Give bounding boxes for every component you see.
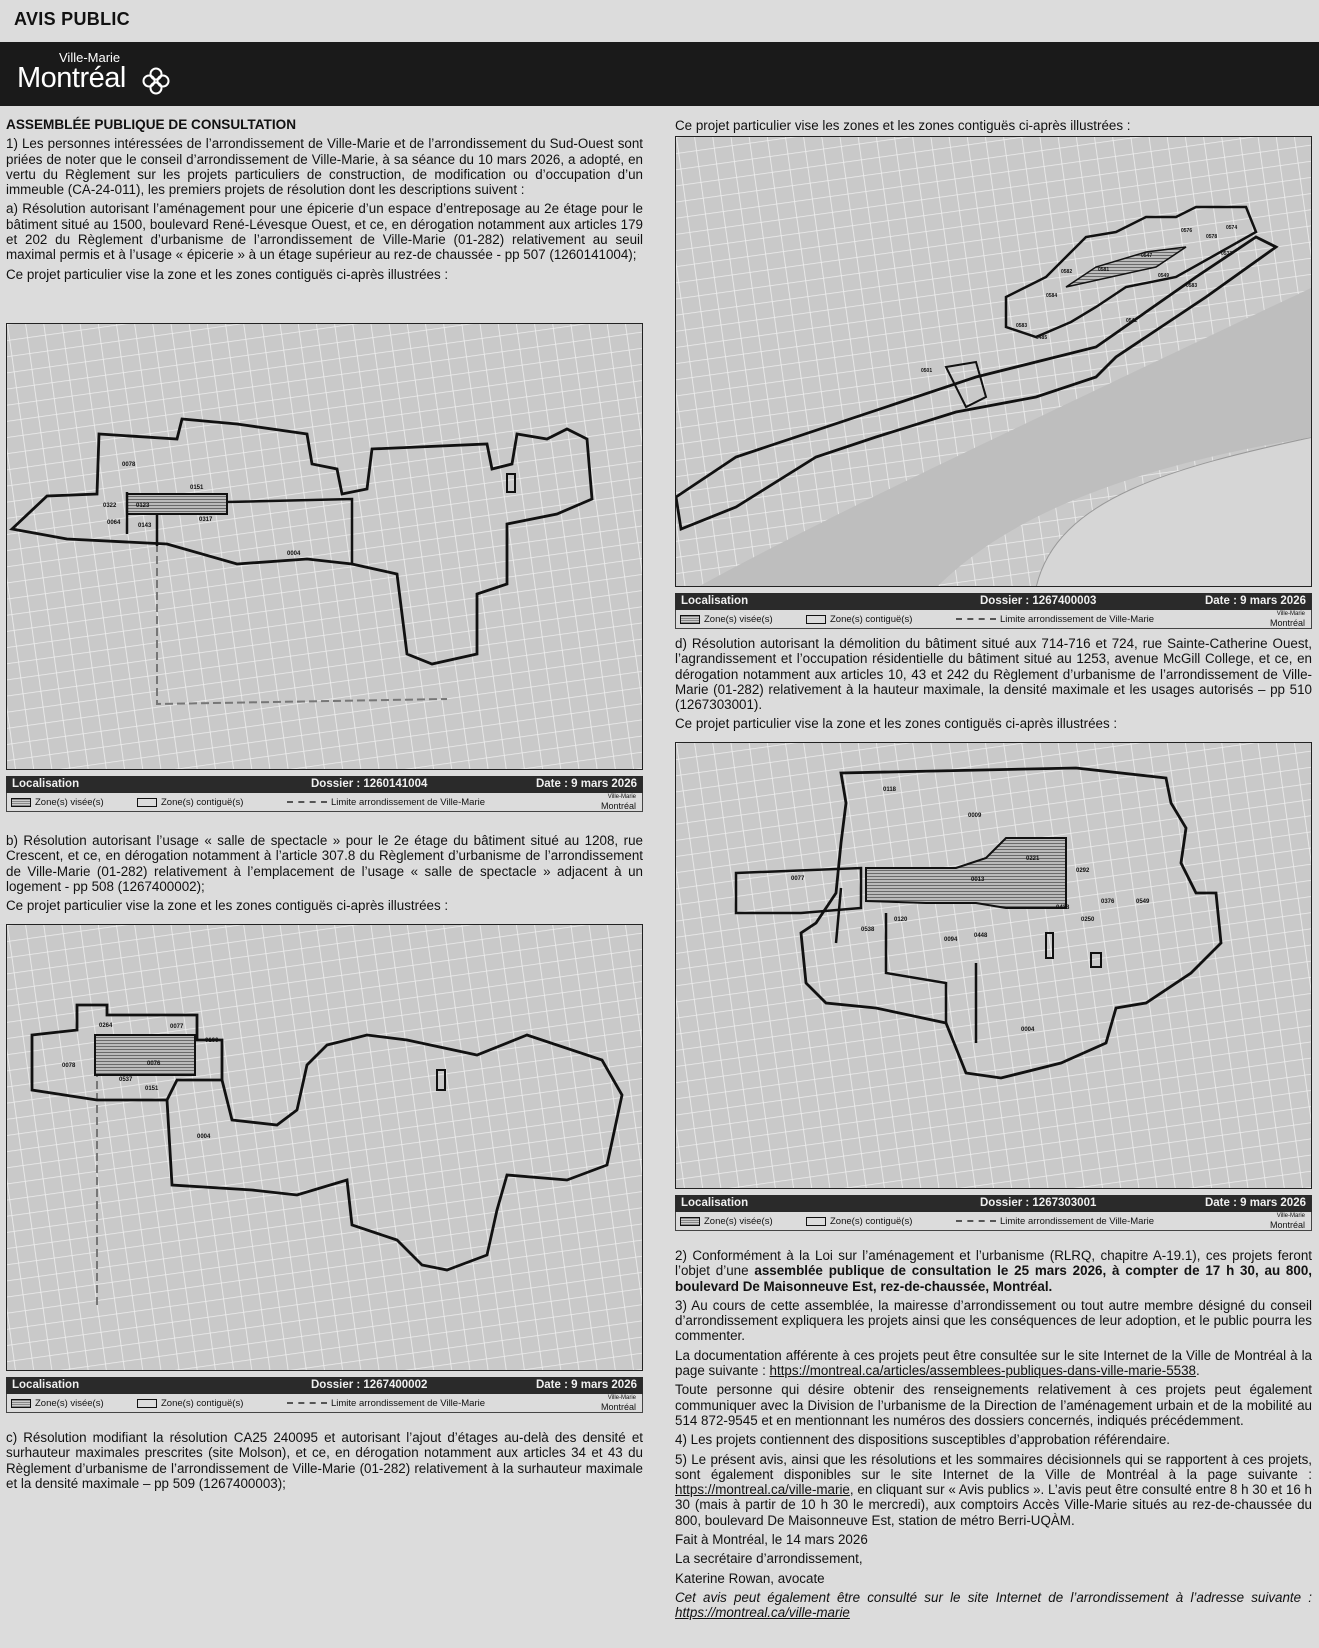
- paragraph-2: [675, 1248, 1312, 1294]
- zone-label: 0250: [1081, 917, 1095, 923]
- mini-logo-city: Montréal: [1269, 1220, 1305, 1230]
- dossier-number: Dossier : 1267400002: [311, 1379, 428, 1391]
- mini-logo-borough: Ville-Marie: [1276, 1213, 1305, 1219]
- hatched-swatch-icon: [11, 798, 31, 807]
- dossier-number: Dossier : 1267400003: [980, 595, 1097, 607]
- paragraph-info: Toute personne qui désire obtenir des renseignements relativement à ces projets peut également communiquer avec la Division de l’urbanisme de la Direction de l’aménagement urbain et de la mobilité au 514 872-9545 et en mentionnant les numéros des dossiers concernés, indiqués précédemment.: [675, 1382, 1312, 1428]
- documentation-end: .: [1196, 1363, 1200, 1379]
- zone-label: 0549: [1158, 273, 1170, 279]
- localisation-label: Localisation: [12, 1379, 80, 1391]
- zone-label: 0076: [147, 1061, 161, 1067]
- legend-limite: Limite arrondissement de Ville-Marie: [1000, 1216, 1154, 1227]
- signature-name: Katerine Rowan, avocate: [675, 1570, 825, 1586]
- zone-label: 0151: [145, 1086, 159, 1092]
- zone-label: 0542: [1126, 318, 1138, 324]
- zone-label: 0264: [99, 1023, 113, 1029]
- hatched-swatch-icon: [680, 615, 700, 624]
- map-a-infobar: [6, 776, 643, 793]
- zone-label: 0077: [170, 1024, 184, 1030]
- left-column-b: [6, 833, 643, 917]
- zone-label: 0438: [1056, 905, 1070, 911]
- mini-logo-borough: Ville-Marie: [607, 794, 636, 800]
- zone-label: 0322: [103, 503, 117, 509]
- paragraph-4: 4) Les projets contiennent des dispositions susceptibles d’approbation référendaire.: [675, 1432, 1171, 1448]
- zone-caption-c: Ce projet particulier vise les zones et les zones contiguës ci-après illustrées :: [675, 118, 1131, 133]
- zone-label: 0004: [287, 551, 301, 557]
- zone-caption-b: Ce projet particulier vise la zone et les zones contiguës ci-après illustrées :: [6, 898, 449, 914]
- map-d-legend: [675, 1212, 1312, 1231]
- right-column-d: [675, 636, 1312, 736]
- paragraph-a: a) Résolution autorisant l’aménagement pour une épicerie d’un espace d’entreposage au 2e étage pour le bâtiment situé au 1500, boulevard René-Lévesque Ouest, et ce, en dérogation notamment aux articles 179 et 202 du Règlement d’urbanisme de l’arrondissement de Ville-Marie (01-282) relativement au seuil maximal permis et à l’usage « épicerie » à un étage supérieur au rez-de chaussée - pp 507 (1260141004);: [6, 201, 643, 263]
- zone-label: 0151: [190, 485, 204, 491]
- logo-borough: Ville-Marie: [59, 50, 121, 65]
- signature-title: La secrétaire d’arrondissement,: [675, 1551, 863, 1567]
- map-a-legend: [6, 793, 643, 812]
- zone-label: 0448: [974, 933, 988, 939]
- outline-swatch-icon: [137, 1399, 157, 1408]
- map-date: Date : 9 mars 2026: [535, 1379, 637, 1391]
- zone-label: 0143: [138, 523, 152, 529]
- map-c-infobar: [675, 593, 1312, 610]
- mini-logo-city: Montréal: [1269, 618, 1305, 628]
- closing-link[interactable]: https://montreal.ca/ville-marie: [675, 1605, 850, 1621]
- map-a-frame: [6, 323, 643, 770]
- outline-swatch-icon: [806, 1217, 826, 1226]
- zone-label: 0004: [1021, 1027, 1035, 1033]
- legend-visee: Zone(s) visée(s): [704, 614, 773, 625]
- zone-label: 0077: [791, 876, 805, 882]
- legend-contigue: Zone(s) contiguë(s): [161, 1398, 244, 1409]
- zone-label: 0009: [968, 813, 982, 819]
- paragraph-documentation: [675, 1348, 1312, 1379]
- outline-swatch-icon: [137, 798, 157, 807]
- zone-label: 0078: [62, 1063, 76, 1069]
- dashed-line-icon: [287, 801, 327, 803]
- zone-label: 0578: [1206, 234, 1218, 240]
- ville-marie-link[interactable]: https://montreal.ca/ville-marie: [675, 1482, 850, 1498]
- map-d-frame: [675, 742, 1312, 1189]
- mini-logo-city: Montréal: [600, 1402, 636, 1412]
- mini-logo-borough: Ville-Marie: [607, 1395, 636, 1401]
- zone-label: 0583: [1186, 283, 1198, 289]
- map-d-infobar: [675, 1195, 1312, 1212]
- mini-logo: [1270, 610, 1305, 628]
- dossier-number: Dossier : 1267303001: [980, 1197, 1097, 1209]
- legend-contigue: Zone(s) contiguë(s): [830, 1216, 913, 1227]
- zone-caption-d: Ce projet particulier vise la zone et les zones contiguës ci-après illustrées :: [675, 716, 1118, 732]
- localisation-label: Localisation: [12, 778, 80, 790]
- map-b-legend: [6, 1394, 643, 1413]
- zone-label: 0583: [1016, 323, 1028, 329]
- legend-visee: Zone(s) visée(s): [704, 1216, 773, 1227]
- paragraph-5-rest: , en cliquant sur « Avis publics ». L’avis peut être consulté entre 8 h 30 et 16 h 30 (mais à partir de 10 h 30 le mercredi), aux comptoirs Accès Ville-Marie situés au rez-de-chaussée du 800, boulevard De Maisonneuve Est, station de métro Berri-UQÀM.: [675, 1482, 1312, 1528]
- map-date: Date : 9 mars 2026: [535, 778, 637, 790]
- header-banner: [0, 42, 1319, 106]
- documentation-text: La documentation afférente à ces projets peut être consultée sur le site Internet de la Ville de Montréal à la page suivante :: [675, 1347, 1312, 1379]
- zone-label: 0533: [1221, 251, 1233, 257]
- zone-label: 0064: [107, 520, 121, 526]
- zone-label: 0576: [1181, 228, 1193, 234]
- zone-label: 0485: [1036, 335, 1048, 341]
- localisation-label: Localisation: [681, 595, 749, 607]
- legend-limite: Limite arrondissement de Ville-Marie: [331, 797, 485, 808]
- map-date: Date : 9 mars 2026: [1204, 1197, 1306, 1209]
- zone-label: 0537: [119, 1077, 133, 1083]
- signature-date: Fait à Montréal, le 14 mars 2026: [675, 1532, 868, 1548]
- legend-visee: Zone(s) visée(s): [35, 797, 104, 808]
- hatched-swatch-icon: [11, 1399, 31, 1408]
- paragraph-b: b) Résolution autorisant l’usage « salle de spectacle » pour le 2e étage du bâtiment situé au 1208, rue Crescent, et ce, en dérogation notamment à l’article 307.8 du Règlement d’urbanisme de l’arrondissement de Ville-Marie (01-282) relativement à l’emplacement de l’usage « salle de spectacle » adjacent à un logement - pp 508 (1267400002);: [6, 833, 643, 894]
- zone-label: 0118: [883, 787, 897, 793]
- dossier-number: Dossier : 1260141004: [311, 778, 428, 790]
- paragraph-3: 3) Au cours de cette assemblée, la mairesse d’arrondissement ou tout autre membre désigné du conseil d’arrondissement expliquera les projets ainsi que les conséquences de leur adoption, et le public pourra les commenter.: [675, 1297, 1312, 1344]
- dashed-line-icon: [287, 1402, 327, 1404]
- left-column-c: [6, 1430, 643, 1495]
- zone-label: 0317: [199, 517, 213, 523]
- map-b-infobar: [6, 1377, 643, 1394]
- section-heading: ASSEMBLÉE PUBLIQUE DE CONSULTATION: [6, 117, 297, 132]
- localisation-label: Localisation: [681, 1197, 749, 1209]
- hatched-swatch-icon: [680, 1217, 700, 1226]
- legend-visee: Zone(s) visée(s): [35, 1398, 104, 1409]
- zone-label: 0004: [197, 1134, 211, 1140]
- zone-label: 0013: [971, 877, 985, 883]
- legend-limite: Limite arrondissement de Ville-Marie: [331, 1398, 485, 1409]
- paragraph-d: d) Résolution autorisant la démolition du bâtiment situé aux 714-716 et 724, rue Sainte-Catherine Ouest, l’agrandissement et l’occupation résidentielle du bâtiment situé au 1253, avenue McGill College, et ce, en dérogation notamment aux articles 10, 43 et 242 du Règlement d’urbanisme de l’arrondissement de Ville-Marie (01-282) relativement à la hauteur maximale, la densité maximale et les usages autorisés – pp 510 (1267303001).: [675, 636, 1312, 713]
- paragraph-5: [675, 1452, 1312, 1528]
- dashed-line-icon: [956, 618, 996, 620]
- zone-label: 0078: [122, 462, 136, 468]
- map-date: Date : 9 mars 2026: [1204, 595, 1306, 607]
- map-c: [675, 136, 1312, 629]
- legend-limite: Limite arrondissement de Ville-Marie: [1000, 614, 1154, 625]
- mini-logo: [1270, 1212, 1305, 1230]
- mini-logo-city: Montréal: [600, 801, 636, 811]
- map-b-frame: [6, 924, 643, 1371]
- zone-label: 0584: [1046, 293, 1058, 299]
- zone-label: 0574: [1226, 225, 1238, 231]
- logo-city: Montréal: [17, 62, 126, 94]
- mini-logo: [601, 1394, 636, 1412]
- zone-label: 0582: [1061, 269, 1073, 275]
- zone-label: 0166: [205, 1038, 219, 1044]
- closing-text: Cet avis peut également être consulté sur le site Internet de l’arrondissement à l’adresse suivante :: [675, 1589, 1312, 1605]
- map-c-legend: [675, 610, 1312, 629]
- legend-contigue: Zone(s) contiguë(s): [830, 614, 913, 625]
- zone-label: 0538: [861, 927, 875, 933]
- map-b: [6, 924, 643, 1413]
- mini-logo-borough: Ville-Marie: [1276, 611, 1305, 617]
- zone-label: 0501: [921, 368, 933, 374]
- paragraph-1: 1) Les personnes intéressées de l’arrondissement de Ville-Marie et de l’arrondissement du Sud-Ouest sont priées de noter que le conseil d’arrondissement de Ville-Marie, à sa séance du 10 mars 2026, a adopté, en vertu du Règlement sur les projets particuliers de construction, de modification ou d’occupation d’un immeuble (CA-24-011), les premiers projets de résolution dont les descriptions suivent :: [6, 136, 643, 198]
- zone-label: 0376: [1101, 899, 1115, 905]
- montreal-logo: [17, 50, 173, 98]
- zone-label: 0094: [944, 937, 958, 943]
- dashed-line-icon: [956, 1220, 996, 1222]
- zone-label: 0120: [894, 917, 908, 923]
- zone-label: 0547: [1141, 253, 1153, 259]
- legend-contigue: Zone(s) contiguë(s): [161, 797, 244, 808]
- map-a: [6, 323, 643, 812]
- zone-label: 0549: [1136, 899, 1150, 905]
- zone-label: 0581: [1098, 267, 1110, 273]
- documentation-link[interactable]: https://montreal.ca/articles/assemblees-publiques-dans-ville-marie-5538: [769, 1363, 1197, 1379]
- mini-logo: [601, 793, 636, 811]
- left-column: [6, 117, 643, 286]
- rosette-icon: [141, 66, 171, 96]
- zone-label: 0123: [136, 503, 150, 509]
- paragraph-c: c) Résolution modifiant la résolution CA25 240095 et autorisant l’ajout d’étages au-delà des densité et surhauteur maximales prescrites (site Molson), et ce, en dérogation notamment aux articles 34 et 43 du Règlement d’urbanisme de l’arrondissement de Ville-Marie (01-282) relativement à la surhauteur maximale et la densité maximale – pp 509 (1267400003);: [6, 1430, 643, 1491]
- map-c-frame: [675, 136, 1312, 587]
- paragraph-5-text: 5) Le présent avis, ainsi que les résolutions et les sommaires décisionnels qui se rapportent à ces projets, sont également disponibles sur le site Internet de la Ville de Montréal à la page suivante :: [675, 1451, 1312, 1482]
- zone-caption-a: Ce projet particulier vise la zone et les zones contiguës ci-après illustrées :: [6, 266, 449, 282]
- paragraph-2-text: 2) Conformément à la Loi sur l’aménagement et l’urbanisme (RLRQ, chapitre A-19.1), ces projets feront l’objet d’une: [675, 1248, 1312, 1279]
- closing-note: [675, 1590, 1312, 1621]
- right-column-end: [675, 1248, 1312, 1625]
- zone-label: 0292: [1076, 868, 1090, 874]
- right-column: [675, 118, 1312, 137]
- zone-label: 0221: [1026, 856, 1040, 862]
- paragraph-2-bold: assemblée publique de consultation le 25 mars 2026, à compter de 17 h 30, au 800, boulevard De Maisonneuve Est, rez-de-chaussée, Montréal.: [675, 1263, 1312, 1294]
- notice-title: AVIS PUBLIC: [14, 9, 130, 29]
- map-d: [675, 742, 1312, 1231]
- outline-swatch-icon: [806, 615, 826, 624]
